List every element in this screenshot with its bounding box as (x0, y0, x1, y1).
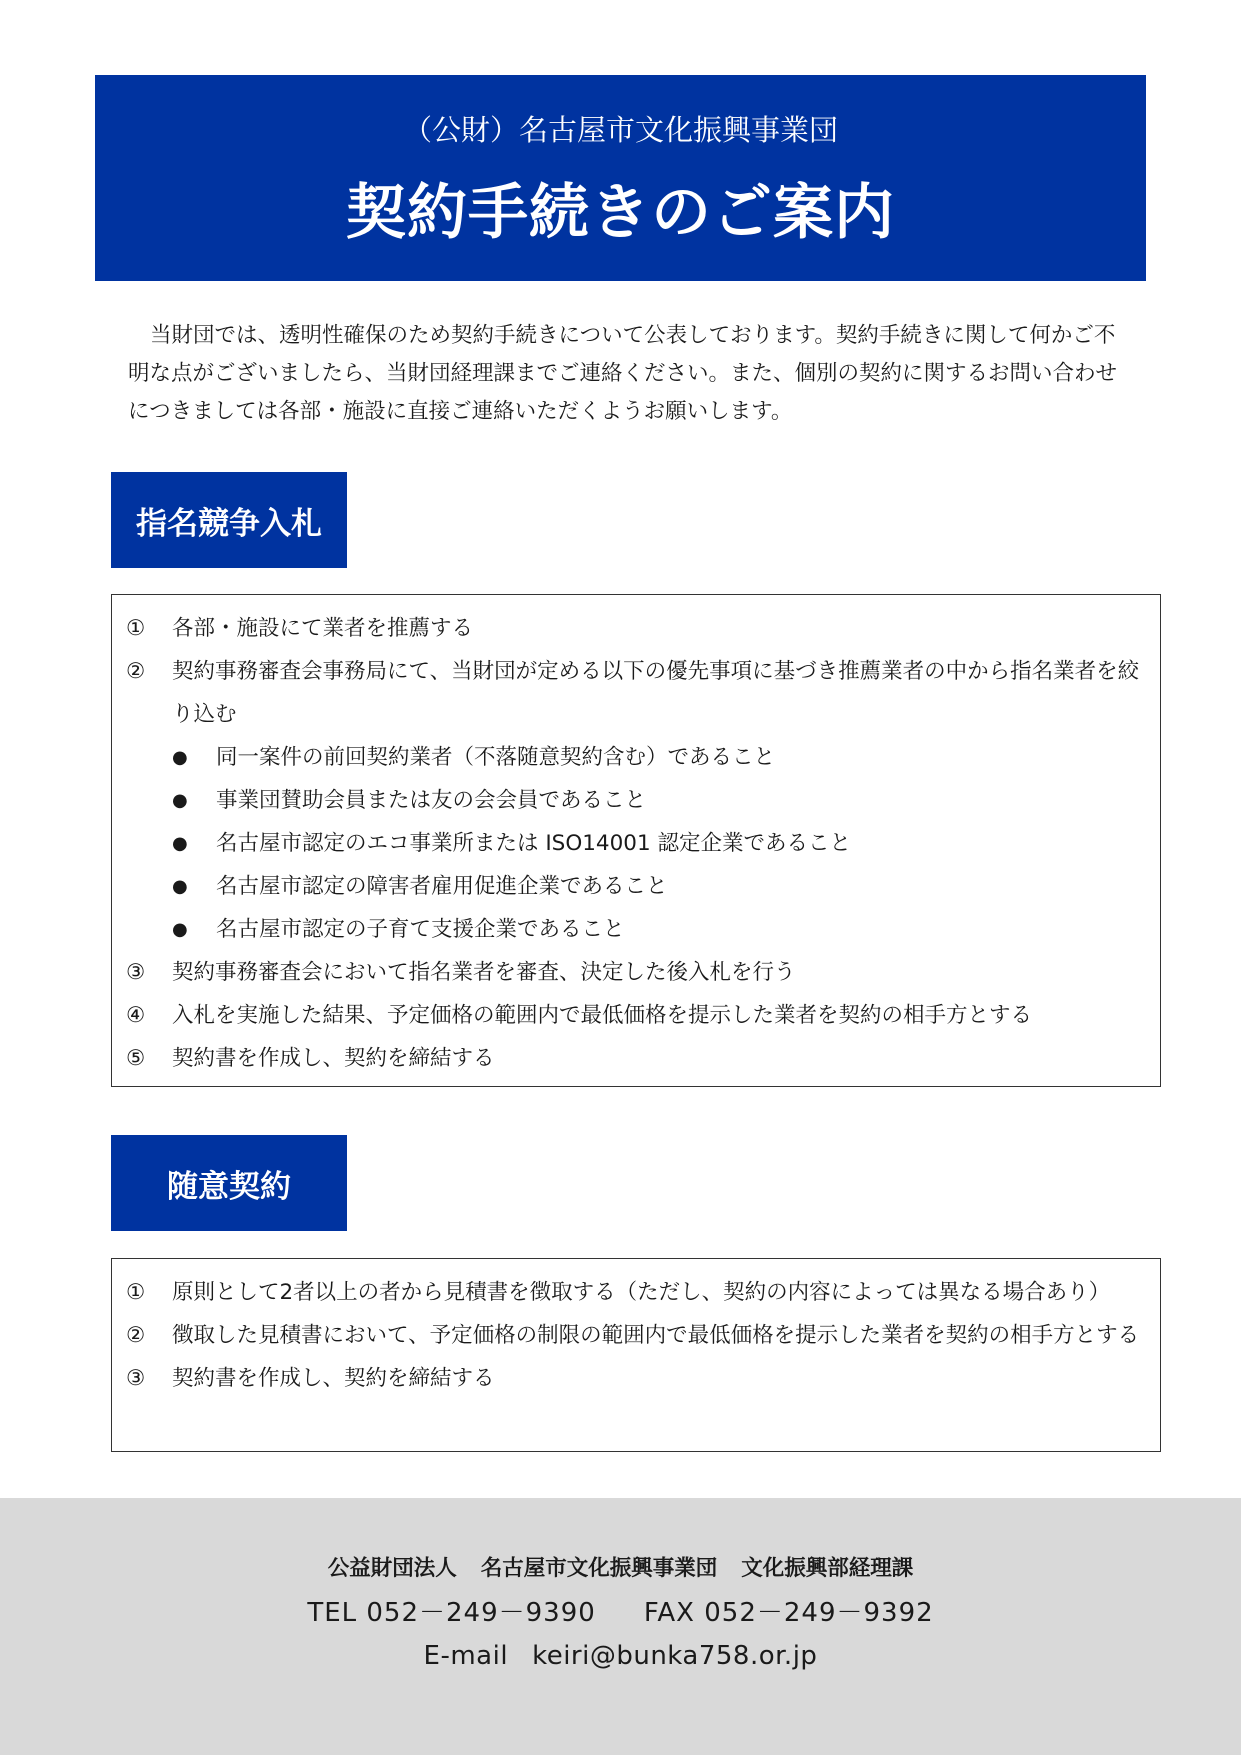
item-text: 各部・施設にて業者を推薦する (172, 616, 474, 641)
priority-item (112, 736, 1160, 779)
section-heading-negotiated-contract: 随意契約 (111, 1135, 347, 1231)
organization-name: （公財）名古屋市文化振興事業団 (402, 113, 838, 147)
contact-footer (0, 1498, 1241, 1755)
list-item (112, 607, 1160, 650)
item-number: ② (126, 1323, 146, 1348)
item-text: 契約事務審査会事務局にて、当財団が定める以下の優先事項に基づき推薦業者の中から指名業者を絞り込む (172, 659, 1140, 727)
item-number: ② (126, 659, 146, 684)
contact-department (0, 1553, 1241, 1585)
list-item (112, 650, 1160, 736)
bullet-icon: ● (172, 747, 188, 768)
email-link[interactable]: keiri@bunka758.or.jp (532, 1641, 818, 1671)
item-text: 徴取した見積書において、予定価格の制限の範囲内で最低価格を提示した業者を契約の相手方とする (172, 1323, 1140, 1348)
designated-bidding-box (111, 594, 1161, 1087)
item-number: ⑤ (126, 1046, 146, 1071)
item-text: 原則として2者以上の者から見積書を徴取する（ただし、契約の内容によっては異なる場合あり） (172, 1280, 1111, 1305)
fax-label: FAX (643, 1598, 695, 1628)
intro-paragraph: 当財団では、透明性確保のため契約手続きについて公表しております。契約手続きに関して何かご不明な点がございましたら、当財団経理課までご連絡ください。また、個別の契約に関するお問い合わせにつきましては各部・施設に直接ご連絡いただくようお願いします。 (128, 323, 1118, 424)
item-text: 契約書を作成し、契約を締結する (172, 1046, 495, 1071)
item-text: 契約事務審査会において指名業者を審査、決定した後入札を行う (172, 960, 796, 985)
tel-label: TEL (307, 1598, 358, 1628)
priority-item (112, 908, 1160, 951)
contact-email (0, 1636, 1241, 1676)
list-item (112, 1037, 1160, 1080)
item-text: 契約書を作成し、契約を締結する (172, 1366, 495, 1391)
priority-text: 名古屋市認定の子育て支援企業であること (216, 917, 625, 942)
header-banner (95, 75, 1146, 281)
contact-phone-fax (0, 1593, 1241, 1633)
item-number: ③ (126, 960, 146, 985)
section-heading-designated-bidding: 指名競争入札 (111, 472, 347, 568)
footer-org-name: 名古屋市文化振興事業団 (480, 1556, 718, 1581)
negotiated-contract-box (111, 1258, 1161, 1452)
list-item (112, 994, 1160, 1037)
bullet-icon: ● (172, 790, 188, 811)
item-number: ① (126, 616, 146, 641)
item-number: ③ (126, 1366, 146, 1391)
page-title: 契約手続きのご案内 (346, 178, 895, 248)
footer-dept: 文化振興部経理課 (741, 1556, 914, 1581)
item-number: ① (126, 1280, 146, 1305)
priority-item (112, 865, 1160, 908)
email-label: E-mail (423, 1641, 509, 1671)
priority-text: 事業団賛助会員または友の会会員であること (216, 788, 647, 813)
item-text: 入札を実施した結果、予定価格の範囲内で最低価格を提示した業者を契約の相手方とする (172, 1003, 1033, 1028)
priority-text: 名古屋市認定のエコ事業所または ISO14001 認定企業であること (216, 831, 851, 856)
list-item (112, 1314, 1160, 1357)
bullet-icon: ● (172, 919, 188, 940)
priority-item (112, 822, 1160, 865)
bullet-icon: ● (172, 833, 188, 854)
item-number: ④ (126, 1003, 146, 1028)
footer-org-type: 公益財団法人 (327, 1556, 457, 1581)
fax-number: 052－249－9392 (704, 1598, 934, 1628)
tel-number[interactable]: 052－249－9390 (366, 1598, 596, 1628)
bullet-icon: ● (172, 876, 188, 897)
priority-item (112, 779, 1160, 822)
priority-text: 名古屋市認定の障害者雇用促進企業であること (216, 874, 668, 899)
priority-text: 同一案件の前回契約業者（不落随意契約含む）であること (216, 745, 776, 770)
list-item (112, 1357, 1160, 1400)
list-item (112, 951, 1160, 994)
list-item (112, 1271, 1160, 1314)
